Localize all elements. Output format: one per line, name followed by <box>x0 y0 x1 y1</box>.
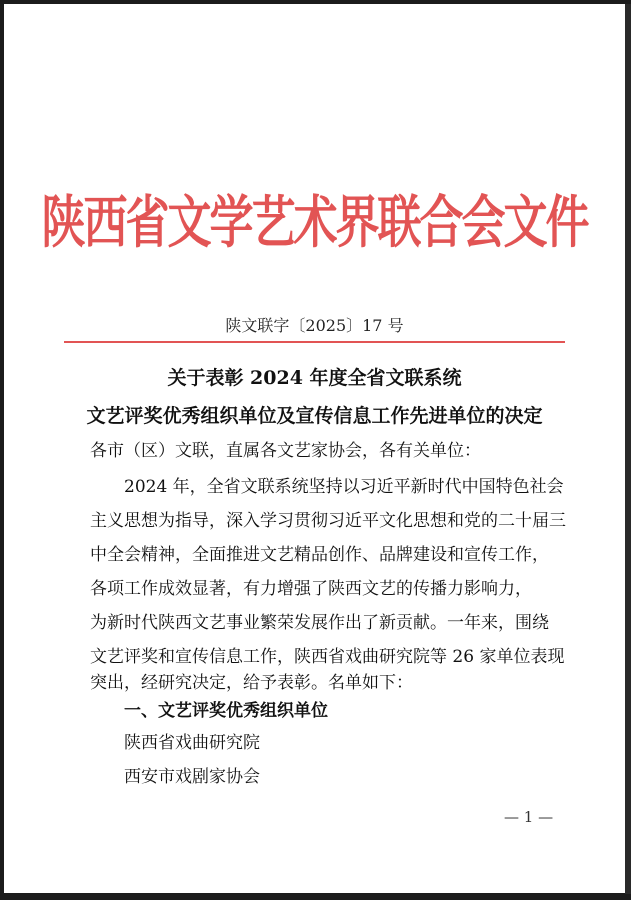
section-heading-awards: 一、文艺评奖优秀组织单位 <box>124 701 328 721</box>
salutation: 各市（区）文联，直属各文艺家协会，各有关单位： <box>90 441 481 461</box>
body-line: 文艺评奖和宣传信息工作，陕西省戏曲研究院等 26 家单位表现 <box>90 647 565 667</box>
body-line: 各项工作成效显著，有力增强了陕西文艺的传播力影响力， <box>90 579 532 599</box>
body-line: 突出，经研究决定，给予表彰。名单如下： <box>90 673 413 693</box>
document-number: 陕文联字〔2025〕17 号 <box>225 316 404 335</box>
body-line: 2024 年，全省文联系统坚持以习近平新时代中国特色社会 <box>124 477 564 497</box>
page-edge-shadow <box>625 4 631 894</box>
body-line: 主义思想为指导，深入学习贯彻习近平文化思想和党的二十届三 <box>90 511 566 531</box>
red-divider <box>64 341 565 343</box>
document-header-title: 陕西省文学艺术界联合会文件 <box>41 190 588 256</box>
list-item: 陕西省戏曲研究院 <box>124 733 260 753</box>
body-line: 中全会精神，全面推进文艺精品创作、品牌建设和宣传工作， <box>90 545 549 565</box>
body-line: 为新时代陕西文艺事业繁荣发展作出了新贡献。一年来，围绕 <box>90 613 549 633</box>
decision-title-line-1: 关于表彰 2024 年度全省文联系统 <box>167 367 462 389</box>
decision-title-line-2: 文艺评奖优秀组织单位及宣传信息工作先进单位的决定 <box>86 405 543 427</box>
page-number: — 1 — <box>504 808 554 826</box>
document-page <box>4 4 625 893</box>
list-item: 西安市戏剧家协会 <box>124 767 260 787</box>
